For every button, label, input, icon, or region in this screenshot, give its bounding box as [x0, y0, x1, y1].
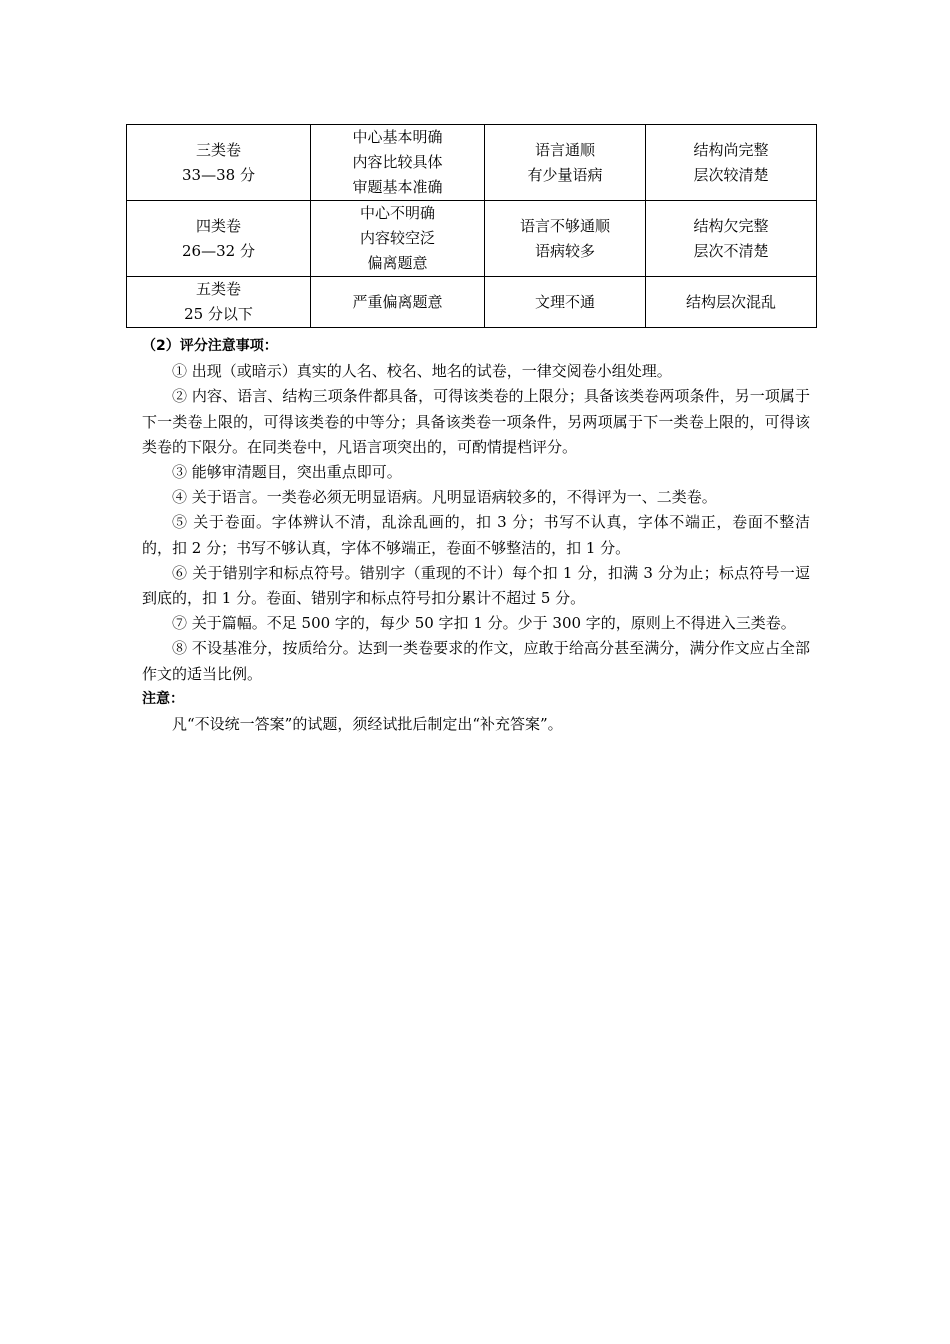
language-cell: 语言通顺 有少量语病: [485, 125, 646, 201]
language-cell: 语言不够通顺 语病较多: [485, 201, 646, 277]
note-item: ⑧ 不设基准分，按质给分。达到一类卷要求的作文，应敢于给高分甚至满分，满分作文应占全部作文的适当比例。: [142, 639, 810, 683]
grade-cell: 四类卷 26—32 分: [127, 201, 311, 277]
structure-cell: 结构层次混乱: [646, 277, 817, 328]
structure-cell: 结构欠完整 层次不清楚: [646, 201, 817, 277]
grading-table: [126, 124, 817, 328]
content-cell: 中心不明确 内容较空泛 偏离题意: [311, 201, 485, 277]
language-cell: 文理不通: [485, 277, 646, 328]
note-item: ⑥ 关于错别字和标点符号。错别字（重现的不计）每个扣 1 分，扣满 3 分为止；标点符号一逗到底的，扣 1 分。卷面、错别字和标点符号扣分累计不超过 5 分。: [142, 563, 810, 608]
content-cell: 中心基本明确 内容比较具体 审题基本准确: [311, 125, 485, 201]
grading-notes: [142, 334, 810, 737]
attention-heading: 注意：: [142, 690, 184, 707]
note-item: ② 内容、语言、结构三项条件都具备，可得该类卷的上限分；具备该类卷两项条件，另一项属于下一类卷上限的，可得该类卷的中等分；具备该类卷一项条件，另两项属于下一类卷上限的，可得该类卷的下限分。在同类卷中，凡语言项突出的，可酌情提档评分。: [142, 387, 810, 456]
attention-text: 凡“不设统一答案”的试题，须经试批后制定出“补充答案”。: [172, 715, 563, 734]
note-item: ④ 关于语言。一类卷必须无明显语病。凡明显语病较多的，不得评为一、二类卷。: [172, 488, 717, 507]
notes-heading: （2）评分注意事项：: [142, 338, 278, 354]
note-item: ③ 能够审清题目，突出重点即可。: [172, 463, 402, 482]
note-item: ⑤ 关于卷面。字体辨认不清，乱涂乱画的，扣 3 分；书写不认真，字体不端正，卷面不整洁的，扣 2 分；书写不够认真，字体不够端正，卷面不够整洁的，扣 1 分。: [142, 513, 810, 557]
table-row: [127, 125, 817, 201]
table-row: [127, 201, 817, 277]
content-cell: 严重偏离题意: [311, 277, 485, 328]
note-item: ① 出现（或暗示）真实的人名、校名、地名的试卷，一律交阅卷小组处理。: [172, 362, 672, 381]
grade-cell: 五类卷 25 分以下: [127, 277, 311, 328]
note-item: ⑦ 关于篇幅。不足 500 字的，每少 50 字扣 1 分。少于 300 字的，原则上不得进入三类卷。: [172, 614, 796, 633]
table-row: [127, 277, 817, 328]
structure-cell: 结构尚完整 层次较清楚: [646, 125, 817, 201]
grade-cell: 三类卷 33—38 分: [127, 125, 311, 201]
